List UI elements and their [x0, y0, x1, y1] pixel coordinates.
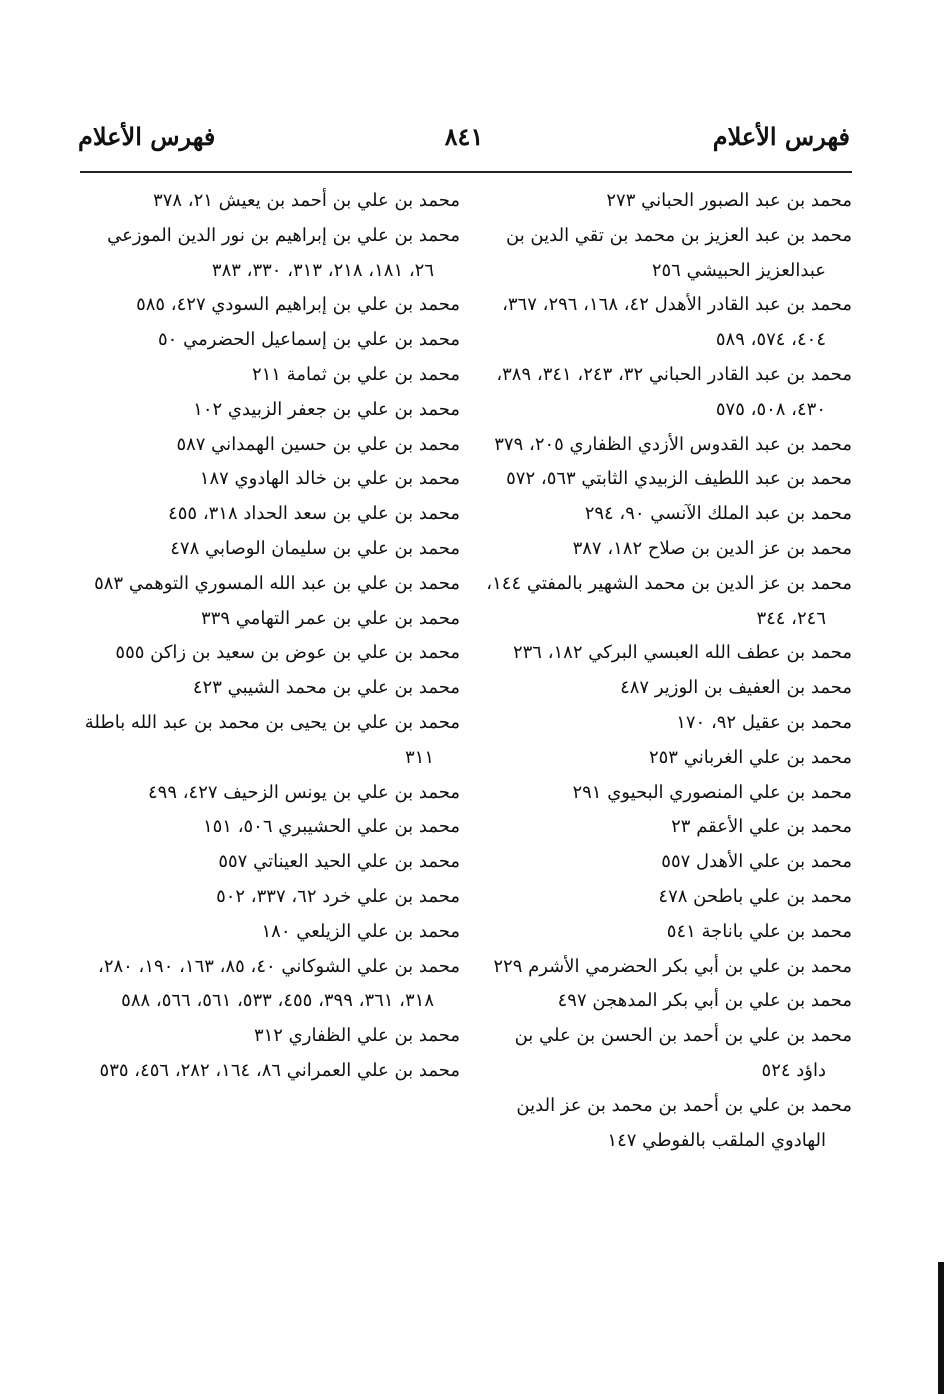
index-entry: محمد بن علي الحيد العيناتي ٥٥٧ [218, 851, 460, 873]
page-header [78, 122, 850, 166]
index-entry: محمد بن علي بن أبي بكر الحضرمي الأشرم ٢٢٩ [493, 955, 852, 977]
index-entry: محمد بن عبد القدوس الأزدي الظفاري ٢٠٥، ٣٧٩ [494, 433, 852, 455]
index-entry: محمد بن علي بن عمر التهامي ٣٣٩ [200, 607, 460, 629]
index-entry: محمد بن علي بن سليمان الوصابي ٤٧٨ [170, 537, 460, 559]
page-number: ٨٤١ [444, 122, 484, 151]
index-entry: محمد بن علي بن سعد الحداد ٣١٨، ٤٥٥ [168, 503, 460, 525]
index-entry: محمد بن علي بن خالد الهادوي ١٨٧ [199, 468, 460, 490]
index-entry: محمد بن علي بن إسماعيل الحضرمي ٥٠ [158, 329, 460, 351]
index-entry: محمد بن علي بن أحمد بن محمد بن عز الدين الهادوي الملقب بالفوطي ١٤٧ [516, 1094, 852, 1151]
index-entry: محمد بن علي بن إبراهيم بن نور الدين الموزعي ٢٦، ١٨١، ٢١٨، ٣١٣، ٣٣٠، ٣٨٣ [107, 224, 460, 281]
index-entry: محمد بن عطف الله العبسي البركي ١٨٢، ٢٣٦ [512, 642, 852, 664]
index-entry: محمد بن علي المنصوري البحيوي ٢٩١ [572, 781, 852, 803]
index-entry: محمد بن علي الغرباني ٢٥٣ [648, 746, 852, 768]
index-entry: محمد بن علي الظفاري ٣١٢ [253, 1025, 460, 1047]
index-entry: محمد بن علي باناجة ٥٤١ [666, 920, 852, 942]
index-entry: محمد بن علي خرد ٦٢، ٣٣٧، ٥٠٢ [216, 885, 460, 907]
index-entry: محمد بن علي بن يونس الزحيف ٤٢٧، ٤٩٩ [147, 781, 460, 803]
index-entry: محمد بن علي العمراني ٨٦، ١٦٤، ٢٨٢، ٤٥٦، ٥٣٥ [99, 1059, 460, 1081]
index-entry: محمد بن علي الشوكاني ٤٠، ٨٥، ١٦٣، ١٩٠، ٢٨٠، ٣١٨، ٣٦١، ٣٩٩، ٤٥٥، ٥٣٣، ٥٦١، ٥٦٦، ٥٨٨ [98, 955, 460, 1012]
index-entry: محمد بن عبد القادر الحباني ٣٢، ٢٤٣، ٣٤١، ٣٨٩، ٤٣٠، ٥٠٨، ٥٧٥ [496, 363, 852, 420]
index-entry: محمد بن علي بن محمد الشيبي ٤٢٣ [192, 677, 460, 699]
index-entry: محمد بن علي بن عوض بن سعيد بن زاكن ٥٥٥ [115, 642, 460, 664]
header-title-right: فهرس الأعلام [712, 122, 850, 151]
index-entry: محمد بن عز الدين بن محمد الشهير بالمفتي ١٤٤، ٢٤٦، ٣٤٤ [486, 572, 852, 629]
index-entry: محمد بن علي بن ثمامة ٢١١ [251, 363, 460, 385]
index-entry: محمد بن عبد القادر الأهدل ٤٢، ١٦٨، ٢٩٦، ٣٦٧، ٤٠٤، ٥٧٤، ٥٨٩ [502, 294, 852, 351]
index-entry: محمد بن علي الزيلعي ١٨٠ [261, 920, 460, 942]
index-entry: محمد بن علي بن أحمد بن الحسن بن علي بن داؤد ٥٢٤ [514, 1025, 852, 1081]
index-entry: محمد بن عز الدين بن صلاح ١٨٢، ٣٨٧ [572, 537, 852, 559]
index-entry: محمد بن علي بن عبد الله المسوري التوهمي ٥٨٣ [94, 572, 460, 594]
index-entry: محمد بن عبد اللطيف الزبيدي الثابتي ٥٦٣، ٥٧٢ [506, 468, 852, 490]
header-title-left: فهرس الأعلام [78, 122, 216, 151]
index-entry: محمد بن علي بن إبراهيم السودي ٤٢٧، ٥٨٥ [136, 294, 460, 316]
index-entry: محمد بن عبد الصبور الحباني ٢٧٣ [606, 190, 852, 211]
scan-edge-mark [938, 1262, 944, 1394]
index-entry: محمد بن علي بن حسين الهمداني ٥٨٧ [176, 433, 460, 455]
index-entry: محمد بن عبد الملك الآنسي ٩٠، ٢٩٤ [584, 503, 852, 525]
index-entry: محمد بن علي بن يحيى بن محمد بن عبد الله باطلة ٣١١ [84, 711, 460, 768]
index-column-left [82, 184, 460, 1089]
index-column-right [480, 184, 852, 1158]
index-entry: محمد بن علي باطحن ٤٧٨ [658, 885, 852, 907]
index-entry: محمد بن علي بن جعفر الزبيدي ١٠٢ [193, 398, 460, 420]
index-entry: محمد بن عقيل ٩٢، ١٧٠ [676, 711, 852, 733]
index-entry: محمد بن علي بن أحمد بن يعيش ٢١، ٣٧٨ [153, 190, 460, 211]
index-entry: محمد بن علي الحشيبري ٥٠٦، ١٥١ [202, 816, 460, 838]
index-entry: محمد بن علي الأعقم ٢٣ [671, 816, 852, 838]
header-rule [80, 171, 852, 173]
index-entry: محمد بن عبد العزيز بن محمد بن تقي الدين بن عبدالعزيز الحبيشي ٢٥٦ [506, 224, 852, 281]
index-entry: محمد بن العفيف بن الوزير ٤٨٧ [620, 677, 852, 699]
index-entry: محمد بن علي الأهدل ٥٥٧ [661, 851, 852, 873]
index-entry: محمد بن علي بن أبي بكر المدهجن ٤٩٧ [557, 990, 852, 1012]
